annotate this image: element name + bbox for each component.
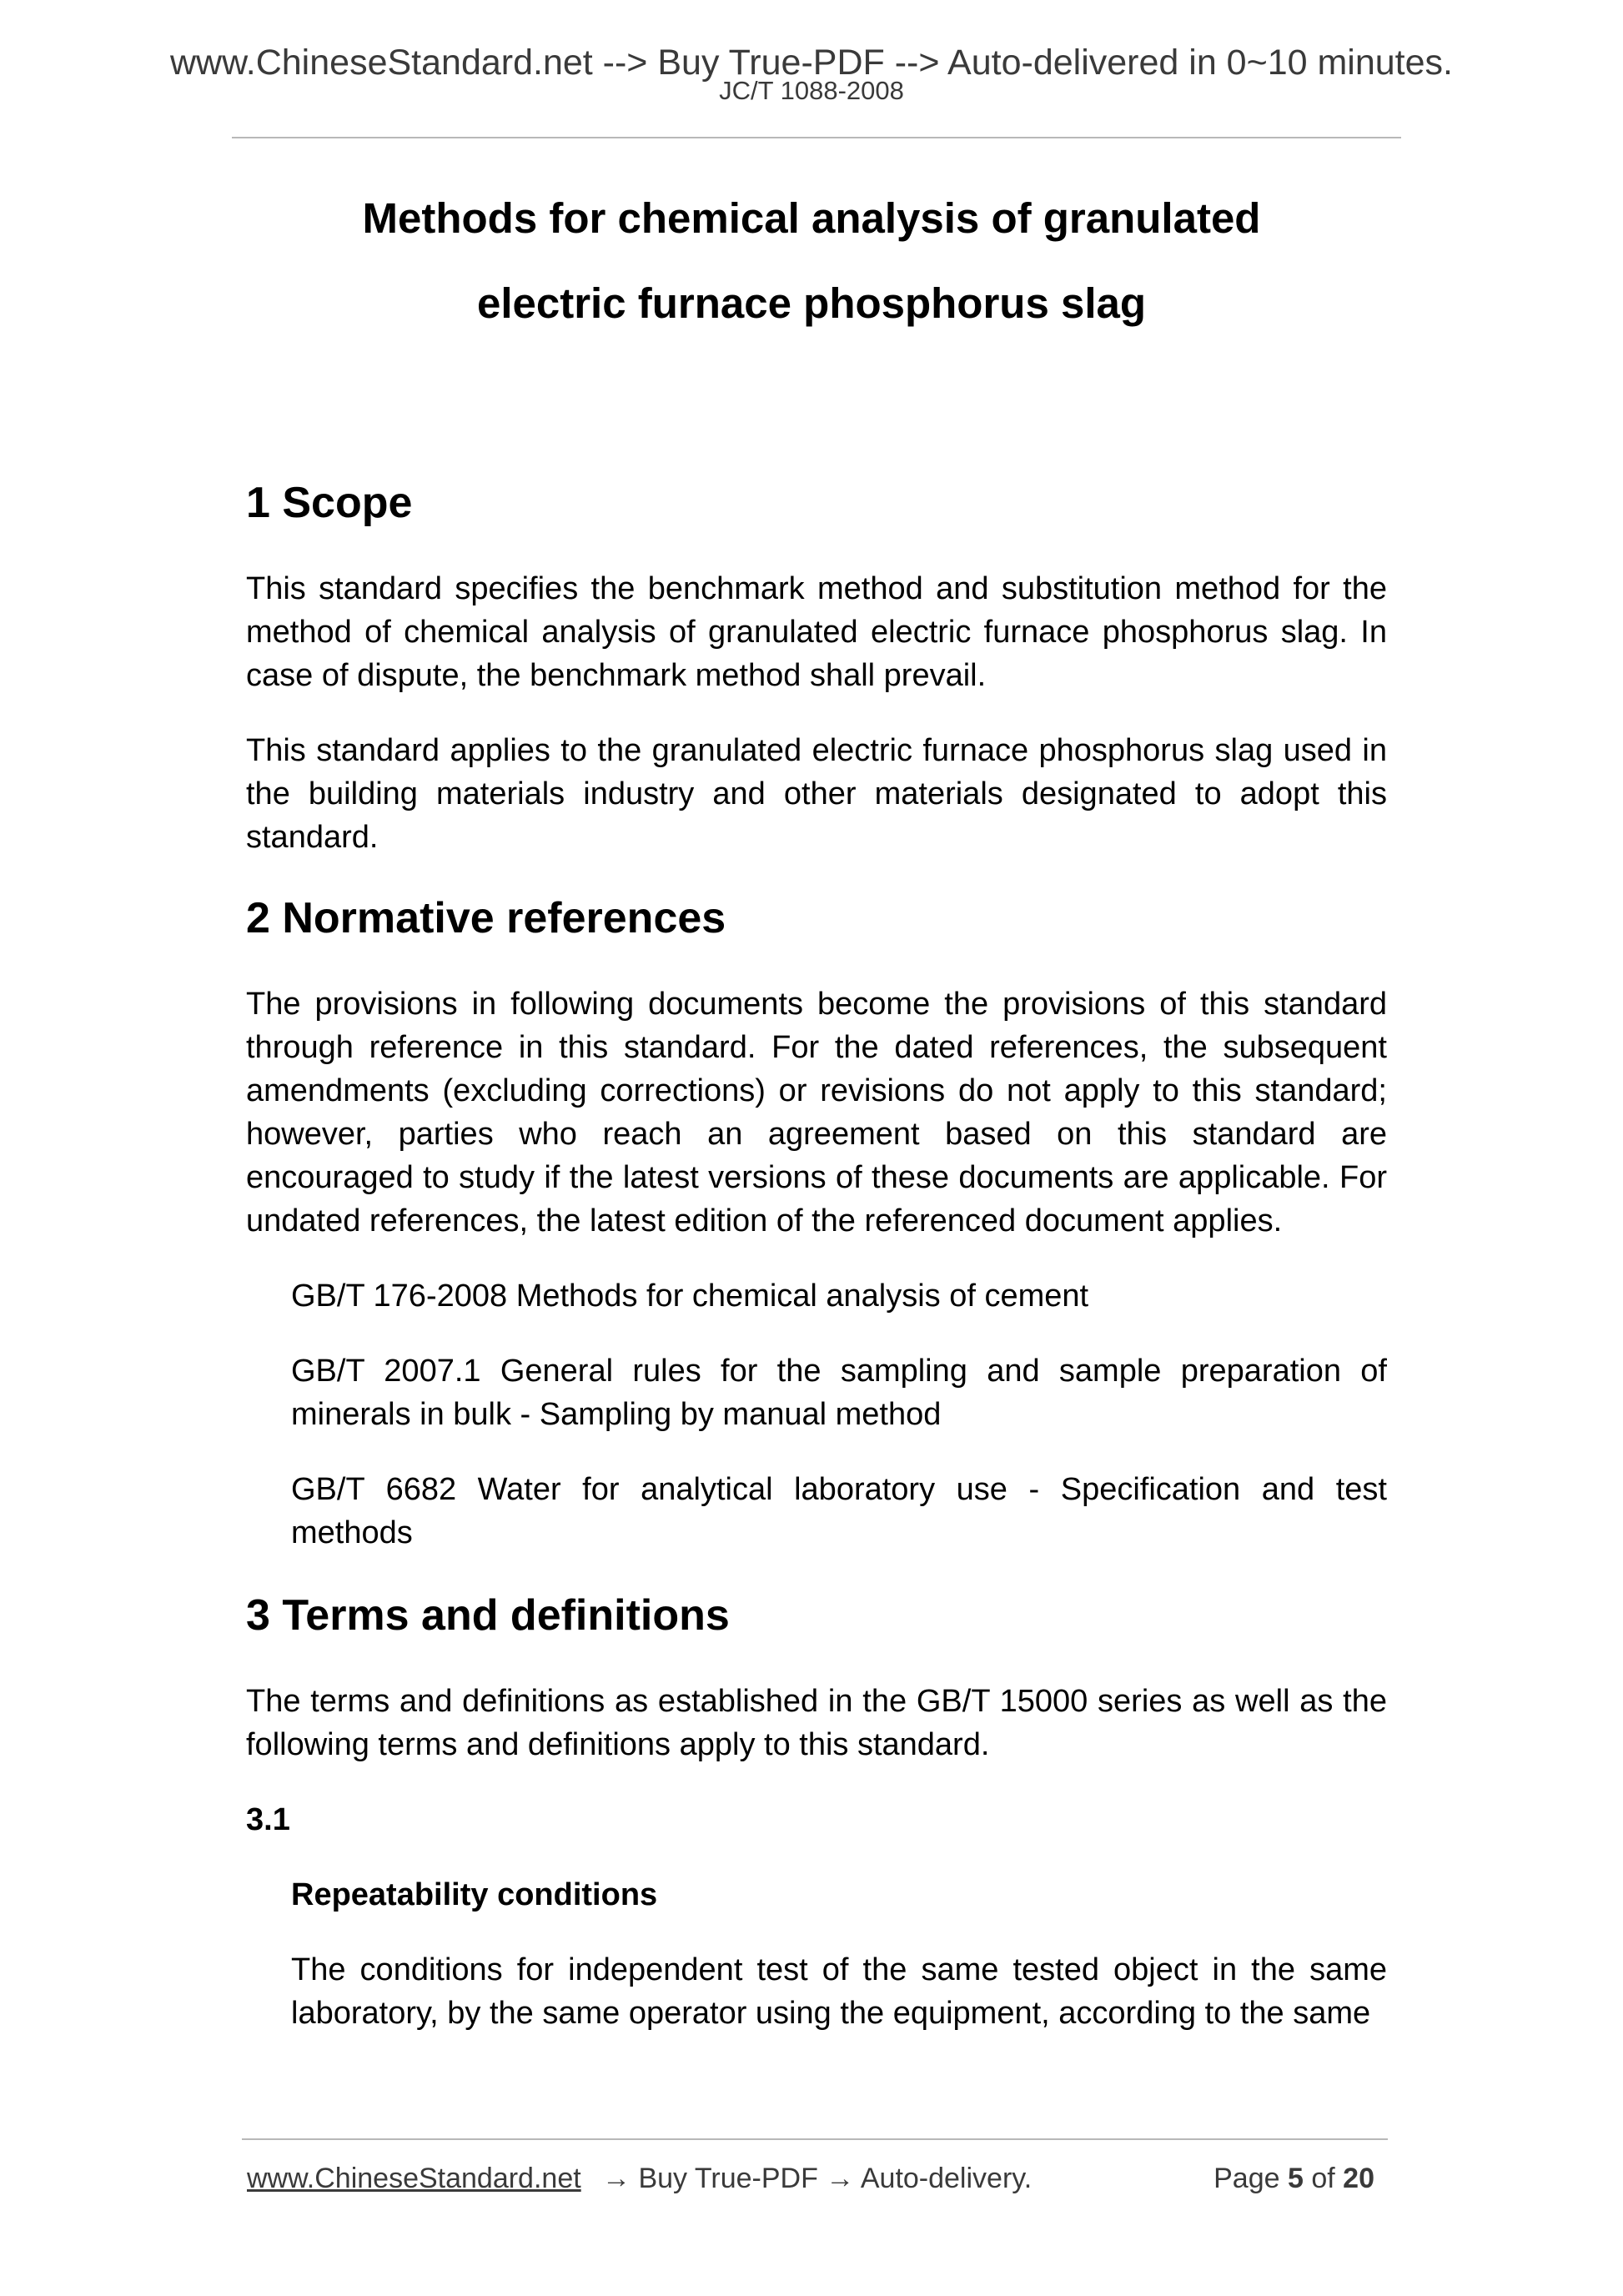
document-title-line-2: electric furnace phosphorus slag: [476, 279, 1147, 327]
section-heading-normative-references: 2 Normative references: [246, 894, 726, 942]
clause-number: 3.1: [246, 1802, 290, 1837]
footer-divider: [242, 2138, 1388, 2140]
term-title: Repeatability conditions: [291, 1877, 658, 1912]
document-code: JC/T 1088-2008: [719, 76, 904, 105]
footer-website-link[interactable]: www.ChineseStandard.net: [247, 2163, 581, 2194]
reference-item: GB/T 2007.1 General rules for the sampling and sample preparation of minerals in bulk - Sampling by manual method: [291, 1354, 1387, 1432]
header-divider: [232, 137, 1401, 138]
footer-delivery-text: → Buy True-PDF → Auto-delivery.: [602, 2163, 1033, 2194]
page-current: 5: [1287, 2163, 1304, 2194]
document-title-line-1: Methods for chemical analysis of granulated: [362, 194, 1261, 242]
page-number: [1213, 2160, 1374, 2197]
reference-item: GB/T 6682 Water for analytical laboratory use - Specification and test methods: [291, 1472, 1387, 1550]
page-of: of: [1311, 2163, 1335, 2194]
document-body: [246, 477, 1387, 2067]
page-label: Page: [1213, 2163, 1280, 2194]
page-total: 20: [1343, 2163, 1374, 2194]
normative-paragraph: The provisions in following documents become the provisions of this standard through reference in this standard. For the dated references, the subsequent amendments (excluding corrections) or revisions do not apply to this standard; however, parties who reach an agreement based on this standard are encouraged to study if the latest versions of these documents are applicable. For undated references, the latest edition of the referenced document applies.: [246, 987, 1387, 1238]
header-banner: www.ChineseStandard.net --> Buy True-PDF --> Auto-delivered in 0~10 minutes.: [169, 43, 1453, 83]
scope-paragraph-1: This standard specifies the benchmark method and substitution method for the method of chemical analysis of granulated electric furnace phosphorus slag. In case of dispute, the benchmark method shall prevail.: [246, 571, 1387, 693]
terms-paragraph: The terms and definitions as established in the GB/T 15000 series as well as the following terms and definitions apply to this standard.: [246, 1684, 1387, 1762]
term-definition: The conditions for independent test of the same tested object in the same laboratory, by the same operator using the equipment, according to the same: [291, 1952, 1387, 2031]
scope-paragraph-2: This standard applies to the granulated electric furnace phosphorus slag used in the building materials industry and other materials designated to adopt this standard.: [246, 733, 1387, 855]
page-header: [0, 42, 1623, 105]
section-heading-scope: 1 Scope: [246, 479, 413, 527]
section-heading-terms-definitions: 3 Terms and definitions: [246, 1591, 730, 1640]
reference-item: GB/T 176-2008 Methods for chemical analysis of cement: [291, 1279, 1089, 1314]
